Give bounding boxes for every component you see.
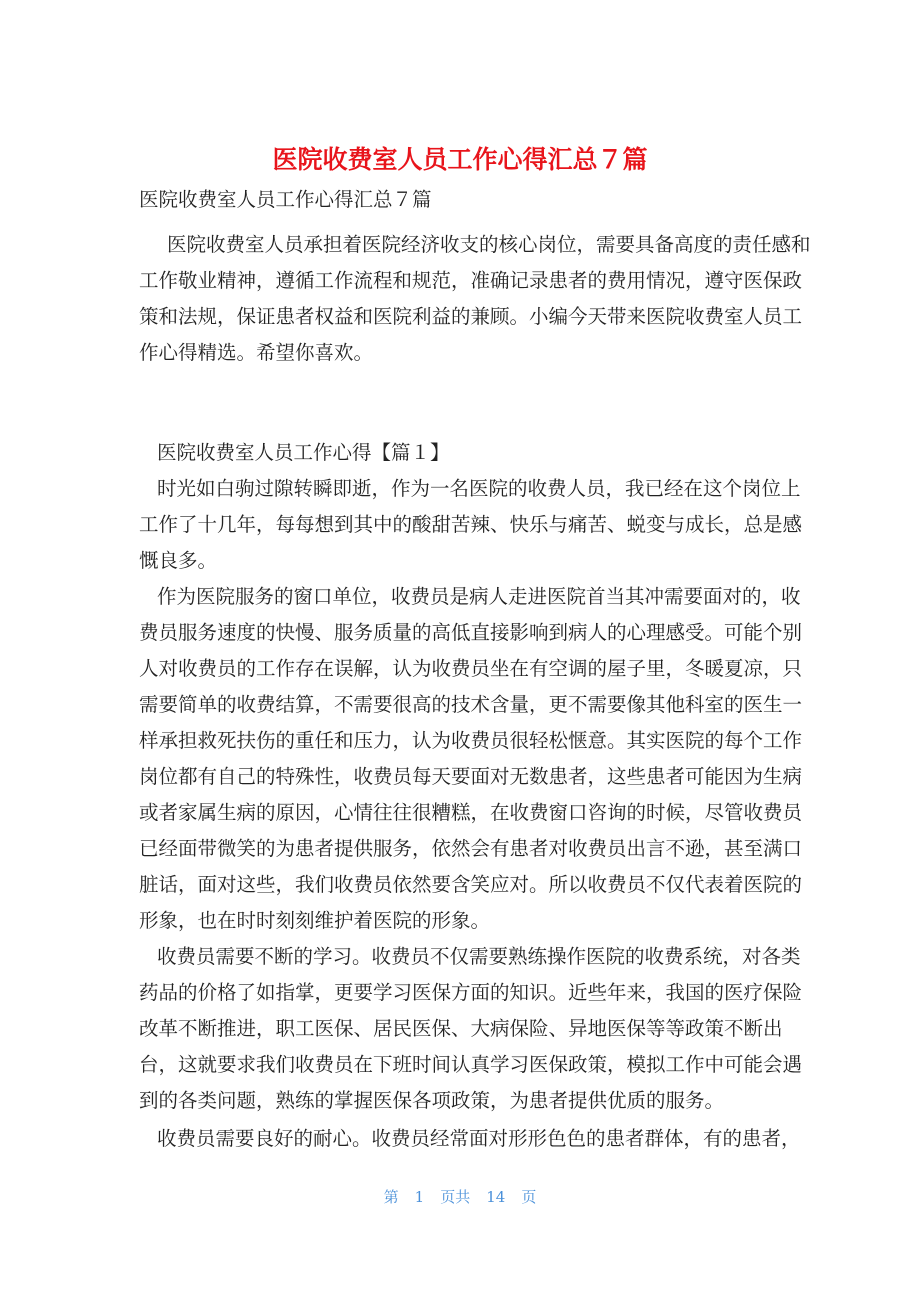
- paragraph-line: 作为医院服务的窗口单位，收费员是病人走进医院首当其冲需要面对的，收: [157, 585, 801, 608]
- paragraph-line: 形象，也在时时刻刻维护着医院的形象。: [139, 909, 491, 932]
- paragraph-line: 已经面带微笑的为患者提供服务，依然会有患者对收费员出言不逊，甚至满口: [139, 837, 803, 860]
- paragraph-line: 台，这就要求我们收费员在下班时间认真学习医保政策，模拟工作中可能会遇: [139, 1053, 803, 1076]
- footer-page-number: 1: [414, 1188, 425, 1206]
- subtitle: 医院收费室人员工作心得汇总７篇: [139, 188, 432, 211]
- footer-end-word: 页: [521, 1188, 537, 1206]
- intro-line: 作心得精选。希望你喜欢。: [139, 341, 374, 364]
- footer-total-pages: 14: [486, 1188, 506, 1206]
- paragraph-line: 慨良多。: [139, 549, 218, 572]
- paragraph-line: 收费员需要良好的耐心。收费员经常面对形形色色的患者群体，有的患者，: [157, 1127, 801, 1150]
- paragraph-line: 人对收费员的工作存在误解，认为收费员坐在有空调的屋子里，冬暖夏凉，只: [139, 657, 803, 680]
- paragraph-line: 收费员需要不断的学习。收费员不仅需要熟练操作医院的收费系统，对各类: [157, 945, 801, 968]
- paragraph-line: 脏话，面对这些，我们收费员依然要含笑应对。所以收费员不仅代表着医院的: [139, 873, 803, 896]
- paragraph-line: 岗位都有自己的特殊性，收费员每天要面对无数患者，这些患者可能因为生病: [139, 765, 803, 788]
- paragraph-line: 药品的价格了如指掌，更要学习医保方面的知识。近些年来，我国的医疗保险: [139, 981, 803, 1004]
- paragraph-line: 改革不断推进，职工医保、居民医保、大病保险、异地医保等等政策不断出: [139, 1017, 783, 1040]
- intro-line: 医院收费室人员承担着医院经济收支的核心岗位，需要具备高度的责任感和: [167, 233, 811, 256]
- paragraph-line: 或者家属生病的原因，心情往往很糟糕，在收费窗口咨询的时候，尽管收费员: [139, 801, 803, 824]
- document-title: 医院收费室人员工作心得汇总７篇: [272, 145, 648, 174]
- section-heading: 医院收费室人员工作心得【篇１】: [157, 441, 450, 464]
- page-footer: [0, 1186, 920, 1207]
- paragraph-line: 工作了十几年，每每想到其中的酸甜苦辣、快乐与痛苦、蜕变与成长，总是感: [139, 513, 803, 536]
- paragraph-line: 费员服务速度的快慢、服务质量的高低直接影响到病人的心理感受。可能个别: [139, 621, 803, 644]
- paragraph-line: 需要简单的收费结算，不需要很高的技术含量，更不需要像其他科室的医生一: [139, 693, 803, 716]
- paragraph-line: 到的各类问题，熟练的掌握医保各项政策，为患者提供优质的服务。: [139, 1089, 725, 1112]
- footer-page-word: 第: [383, 1188, 399, 1206]
- intro-line: 策和法规，保证患者权益和医院利益的兼顾。小编今天带来医院收费室人员工: [139, 305, 803, 328]
- paragraph-line: 样承担救死扶伤的重任和压力，认为收费员很轻松惬意。其实医院的每个工作: [139, 729, 803, 752]
- intro-line: 工作敬业精神，遵循工作流程和规范，准确记录患者的费用情况，遵守医保政: [139, 269, 803, 292]
- footer-of-word: 页共: [440, 1188, 471, 1206]
- paragraph-line: 时光如白驹过隙转瞬即逝，作为一名医院的收费人员，我已经在这个岗位上: [157, 477, 801, 500]
